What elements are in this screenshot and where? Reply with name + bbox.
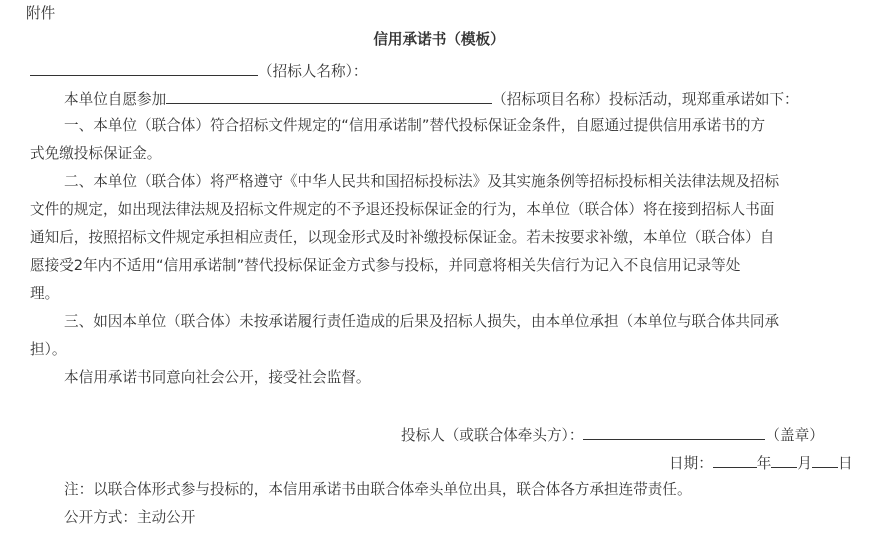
document-title: 信用承诺书（模板） — [373, 31, 505, 48]
joint-venture-note: 注：以联合体形式参与投标的，本信用承诺书由联合体牵头单位出具，联合体各方承担连带责任。 — [64, 481, 692, 498]
day-blank[interactable] — [812, 452, 838, 468]
project-name-blank[interactable] — [166, 88, 492, 104]
salutation-line — [30, 60, 367, 82]
disclosure-method: 公开方式：主动公开 — [64, 509, 196, 526]
month-blank[interactable] — [771, 452, 797, 468]
clause-1-line-2: 式免缴投标保证金。 — [30, 145, 162, 162]
date-line — [669, 452, 853, 474]
intro-line — [64, 88, 799, 110]
year-blank[interactable] — [713, 452, 757, 468]
clause-2-line-1: 二、本单位（联合体）将严格遵守《中华人民共和国招标投标法》及其实施条例等招标投标相关法律法规及招标 — [64, 173, 780, 190]
signature-line — [401, 424, 824, 446]
publicity-statement: 本信用承诺书同意向社会公开，接受社会监督。 — [64, 369, 371, 386]
seal-label: （盖章） — [765, 427, 824, 444]
salutation-suffix: （招标人名称）： — [258, 63, 368, 80]
date-label: 日期： — [669, 455, 713, 472]
intro-suffix: （招标项目名称）投标活动，现郑重承诺如下： — [492, 91, 799, 108]
year-label: 年 — [756, 455, 772, 472]
clause-2-line-3: 通知后，按照招标文件规定承担相应责任，以现金形式及时补缴投标保证金。若未按要求补缴，本单位（联合体）自 — [30, 229, 775, 246]
clause-3-line-1: 三、如因本单位（联合体）未按承诺履行责任造成的后果及招标人损失，由本单位承担（本单位与联合体共同承 — [64, 313, 780, 330]
clause-1-line-1: 一、本单位（联合体）符合招标文件规定的“信用承诺制”替代投标保证金条件，自愿通过提供信用承诺书的方 — [64, 117, 766, 134]
attachment-label: 附件 — [26, 5, 56, 22]
signature-label: 投标人（或联合体牵头方）： — [401, 427, 584, 444]
clause-3-line-2: 担）。 — [30, 341, 67, 358]
clause-2-line-4: 愿接受2年内不适用“信用承诺制”替代投标保证金方式参与投标，并同意将相关失信行为记入不良信用记录等处 — [30, 257, 741, 274]
clause-2-line-2: 文件的规定，如出现法律法规及招标文件规定的不予退还投标保证金的行为，本单位（联合体）将在接到招标人书面 — [30, 201, 775, 218]
day-label: 日 — [838, 455, 853, 472]
tenderer-name-blank[interactable] — [30, 60, 258, 76]
clause-2-line-5: 理。 — [30, 285, 60, 302]
intro-prefix: 本单位自愿参加 — [64, 91, 167, 108]
signature-blank[interactable] — [583, 424, 765, 440]
month-label: 月 — [797, 455, 813, 472]
